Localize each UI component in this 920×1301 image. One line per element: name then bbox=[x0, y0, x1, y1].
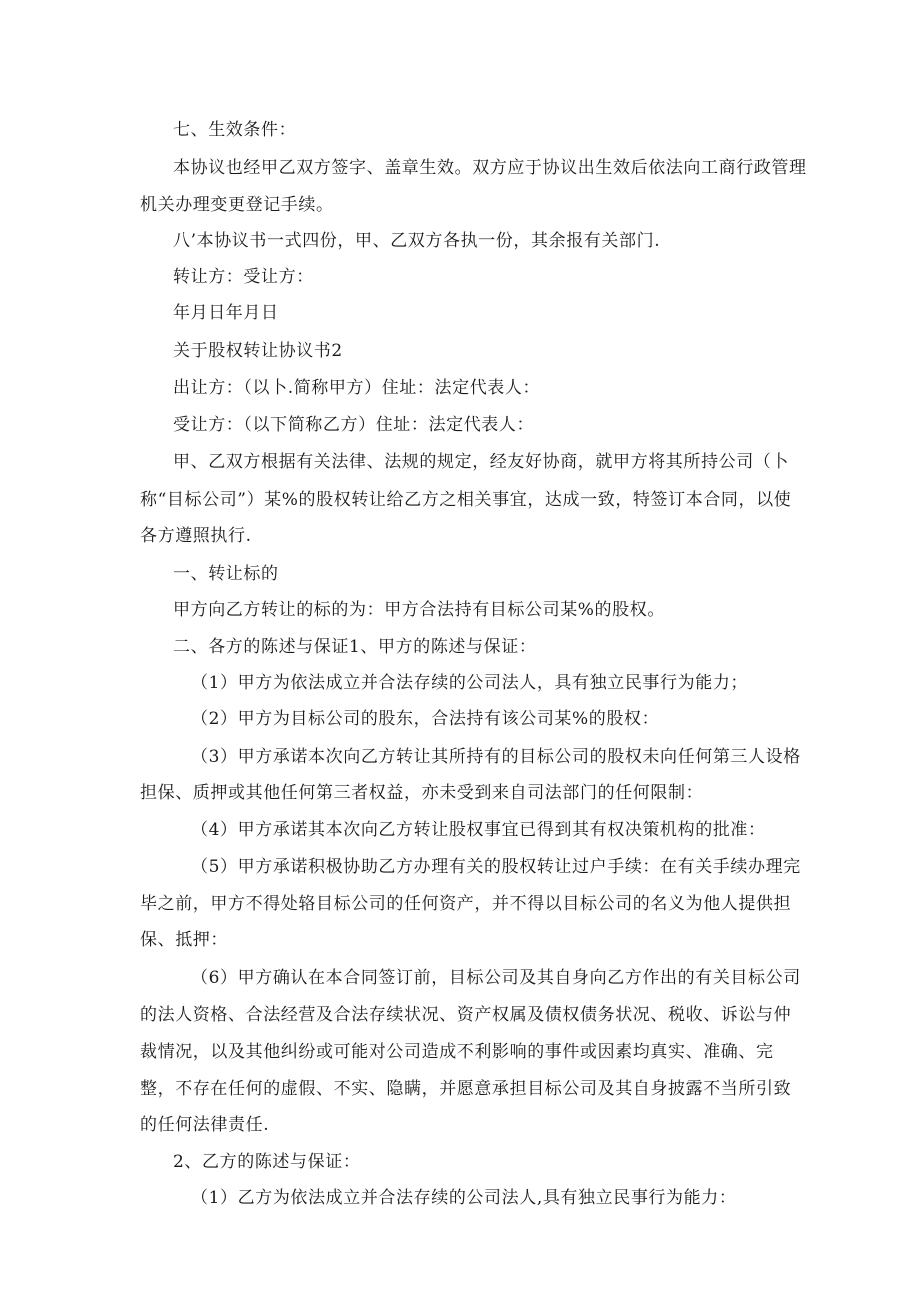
paragraph-line: 的法人资格、合法经营及合法存续状况、资产权属及债权债务状况、税收、诉讼与仲 bbox=[140, 1005, 792, 1025]
paragraph-line: 的任何法律责任. bbox=[140, 1115, 270, 1135]
paragraph-line: 保、抵押： bbox=[140, 930, 228, 950]
paragraph-line: 担保、质押或其他任何第三者权益，亦未受到来自司法部门的任何限制： bbox=[140, 783, 704, 803]
paragraph-line: 各方遵照执行. bbox=[140, 526, 252, 546]
transferor-line: 出让方：（以卜.简称甲方）住址：法定代表人： bbox=[173, 378, 541, 398]
section-heading-party-b-representations: 2、乙方的陈述与保证： bbox=[173, 1152, 361, 1172]
section-heading-effective-conditions: 七、生效条件： bbox=[173, 120, 297, 140]
document-title: 关于股权转让协议书2 bbox=[173, 341, 343, 361]
paragraph-line: 毕之前，甲方不得处辂目标公司的任何资产，并不得以目标公司的名义为他人提供担 bbox=[140, 894, 792, 914]
paragraph-line: 甲、乙双方根据有关法律、法规的规定，经友好协商，就甲方将其所持公司（卜 bbox=[173, 452, 789, 472]
list-item: （1）甲方为依法成立并合法存续的公司法人，具有独立民事行为能力； bbox=[191, 673, 749, 693]
list-item: （4）甲方承诺其本次向乙方转让股权事宜已得到其有权决策机构的批准： bbox=[191, 820, 766, 840]
section-heading-transfer-subject: 一、转让标的 bbox=[173, 564, 279, 584]
list-item: （5）甲方承诺积极协助乙方办理有关的股权转让过户手续：在有关手续办理完 bbox=[191, 857, 801, 877]
paragraph-line: 整，不存在任何的虚假、不实、隐瞒，并愿意承担目标公司及其自身披露不当所引致 bbox=[140, 1079, 792, 1099]
signature-date-line: 年月日年月日 bbox=[173, 303, 279, 323]
section-heading-representations: 二、各方的陈述与保证1、甲方的陈述与保证： bbox=[173, 637, 537, 657]
paragraph-line: 本协议也经甲乙双方签字、盖章生效。双方应于协议出生效后依法向工商行政管理 bbox=[173, 158, 807, 178]
list-item: （3）甲方承诺本次向乙方转让其所持有的目标公司的股权未向任何第三人设格 bbox=[191, 747, 801, 767]
signature-parties-line: 转让方：受让方： bbox=[173, 267, 314, 287]
paragraph-line: 八’本协议书一式四份，甲、乙双方各执一份，其余报有关部门. bbox=[173, 231, 661, 251]
list-item: （1）乙方为依法成立并合法存续的公司法人,具有独立民事行为能力： bbox=[191, 1188, 737, 1208]
transferee-line: 受让方：（以下简称乙方）住址：法定代表人： bbox=[173, 415, 535, 435]
paragraph-line: 裁情况，以及其他纠纷或可能对公司造成不利影响的事件或因素均真实、准确、完 bbox=[140, 1042, 774, 1062]
paragraph-line: 机关办理变更登记手续。 bbox=[140, 195, 334, 215]
paragraph-line: 称“目标公司”）某%的股权转让给乙方之相关事宜，达成一致，特签订本合同，以使 bbox=[140, 490, 792, 510]
list-item: （6）甲方确认在本合同签订前，目标公司及其自身向乙方作出的有关目标公司 bbox=[191, 968, 801, 988]
paragraph-line: 甲方向乙方转让的标的为：甲方合法持有目标公司某%的股权。 bbox=[173, 600, 665, 620]
list-item: （2）甲方为目标公司的股东，合法持有该公司某%的股权： bbox=[191, 709, 660, 729]
